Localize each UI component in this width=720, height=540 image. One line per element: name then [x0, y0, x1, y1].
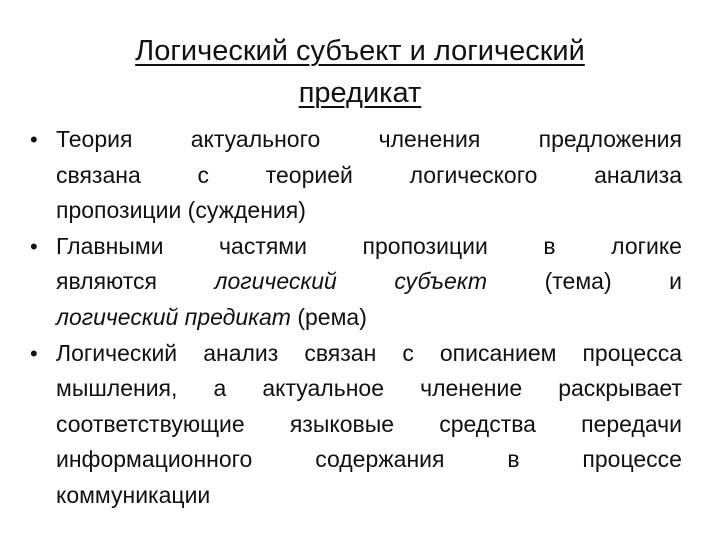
bullet-3-line-3: соответствующие языковые средства передачи [56, 410, 682, 437]
bullet-1-line-1 [56, 122, 682, 158]
slide-title-line-2: предикат [298, 77, 422, 109]
word: содержания [315, 446, 445, 473]
bullet-2-line-3 [56, 300, 682, 336]
word: актуального [190, 126, 321, 152]
bullet-item-1 [30, 122, 682, 229]
bullet-3-line-4 [56, 442, 682, 478]
word: частями [219, 232, 307, 259]
word: анализа [594, 161, 682, 188]
bullet-3-line-2: мышления, а актуальное членение раскрывает [56, 375, 682, 402]
word: информационного [56, 446, 253, 473]
word: (тема) [544, 268, 612, 295]
word: в [543, 232, 556, 259]
bullet-2-line-2 [56, 264, 682, 300]
word: являются [56, 268, 157, 295]
emphasis-phrase: логический предикат [56, 303, 291, 330]
bullet-1-line-3: пропозиции (суждения) [56, 197, 306, 224]
bullet-marker: • [30, 127, 38, 152]
emphasis-word: субъект [394, 268, 488, 295]
word: процессе [582, 446, 682, 473]
word: членения [378, 126, 481, 152]
word: логике [611, 232, 682, 259]
emphasis-word: логический [214, 268, 337, 295]
bullet-marker: • [30, 340, 38, 366]
word: (рема) [290, 303, 367, 330]
bullet-2-line-1 [56, 229, 682, 265]
bullet-item-3 [30, 336, 682, 514]
bullet-marker: • [30, 233, 38, 259]
slide-title-line-1: Логический субъект и логический [135, 35, 585, 67]
word: пропозиции [362, 232, 488, 259]
word: с [197, 161, 209, 188]
bullet-item-2 [30, 229, 682, 336]
word: связана [56, 161, 141, 188]
word: Главными [56, 232, 164, 259]
bullet-3-line-5: коммуникации [56, 481, 211, 508]
bullet-list [30, 122, 682, 514]
word: и [669, 268, 682, 295]
word: Теория [56, 126, 133, 152]
word: в [507, 446, 520, 473]
bullet-1-line-2 [56, 158, 682, 194]
word: предложения [538, 126, 682, 152]
word: логического [409, 161, 538, 188]
word: теорией [265, 161, 353, 188]
bullet-3-line-1: Логический анализ связан с описанием процесса [56, 339, 682, 366]
slide-title [60, 30, 660, 114]
